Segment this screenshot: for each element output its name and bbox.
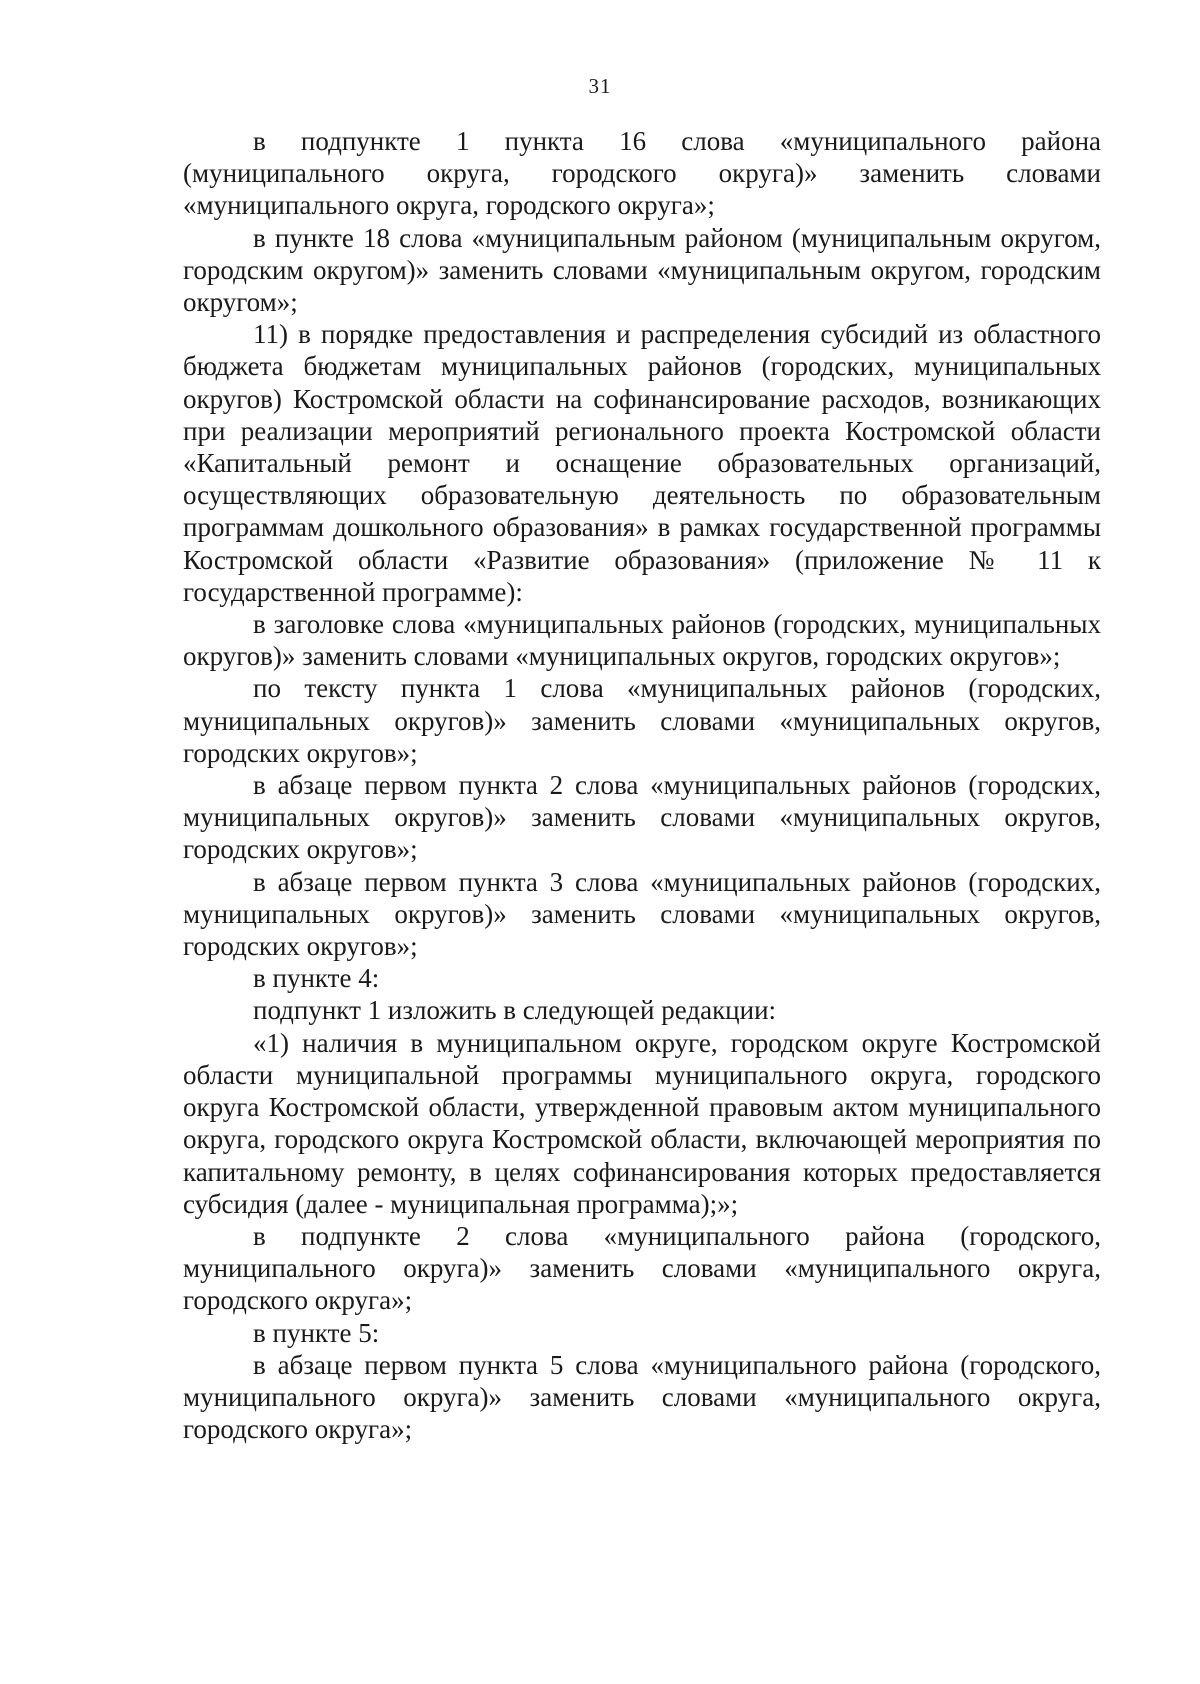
paragraph: подпункт 1 изложить в следующей редакции:	[253, 995, 777, 1026]
paragraph: в пункте 5:	[253, 1317, 380, 1348]
paragraph: в абзаце первом пункта 2 слова «муниципальных районов (городских, муниципальных округов)» заменить словами «муниципальных округов, городских округов»;	[183, 770, 1101, 865]
paragraph: в пункте 4:	[253, 963, 380, 994]
paragraph: «1) наличия в муниципальном округе, городском округе Костромской области муниципальной программы муниципального округа, городского округа Костромской области, утвержденной правовым актом муниципального округа, городского округа Костромской области, включающей мероприятия по капитальному ремонту, в целях софинансирования которых предоставляется субсидия (далее - муниципальная программа);»;	[183, 1027, 1101, 1219]
paragraph: в пункте 18 слова «муниципальным районом (муниципальным округом, городским округом)» заменить словами «муниципальным округом, городским округом»;	[183, 222, 1101, 318]
paragraph: в подпункте 2 слова «муниципального района (городского, муниципального округа)» заменить словами «муниципального округа, городского округа»;	[183, 1220, 1101, 1316]
paragraph: в подпункте 1 пункта 16 слова «муниципального района (муниципального округа, городского округа)» заменить словами «муниципального округа, городского округа»;	[183, 126, 1101, 221]
document-body	[183, 125, 1101, 1445]
paragraph: в абзаце первом пункта 5 слова «муниципального района (городского, муниципального округа)» заменить словами «муниципального округа, городского округа»;	[183, 1349, 1101, 1445]
paragraph: по тексту пункта 1 слова «муниципальных районов (городских, муниципальных округов)» заменить словами «муниципальных округов, городских округов»;	[183, 673, 1101, 768]
paragraph: 11) в порядке предоставления и распределения субсидий из областного бюджета бюджетам муниципальных районов (городских, муниципальных округов) Костромской области на софинансирование расходов, возникающих при реализации мероприятий регионального проекта Костромской области «Капитальный ремонт и оснащение образовательных организаций, осуществляющих образовательную деятельность по образовательным программам дошкольного образования» в рамках государственной программы Костромской области «Развитие образования» (приложение № 11 к государственной программе):	[183, 319, 1101, 607]
page-number: 31	[588, 74, 612, 98]
paragraph: в абзаце первом пункта 3 слова «муниципальных районов (городских, муниципальных округов)» заменить словами «муниципальных округов, городских округов»;	[183, 866, 1101, 962]
paragraph: в заголовке слова «муниципальных районов (городских, муниципальных округов)» заменить словами «муниципальных округов, городских округов»;	[183, 609, 1101, 672]
